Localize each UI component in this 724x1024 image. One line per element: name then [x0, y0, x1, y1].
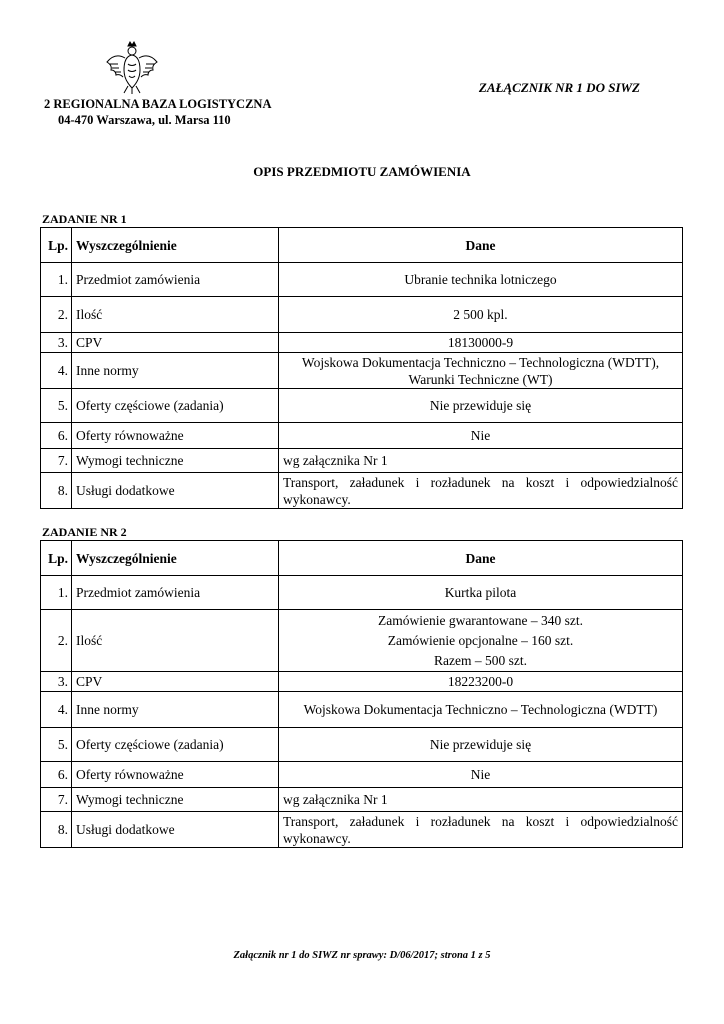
row-value: Transport, załadunek i rozładunek na koszt i odpowiedzialność wykonawcy. [279, 812, 683, 848]
row-number: 6. [41, 762, 72, 788]
row-number: 1. [41, 576, 72, 610]
row-name: Wymogi techniczne [72, 788, 279, 812]
organization-name: 2 REGIONALNA BAZA LOGISTYCZNA [44, 97, 272, 111]
polish-eagle-emblem-icon [104, 40, 160, 96]
row-number: 6. [41, 423, 72, 449]
row-value: Nie przewiduje się [279, 389, 683, 423]
row-number: 8. [41, 473, 72, 509]
table-row [41, 263, 683, 297]
row-number: 5. [41, 728, 72, 762]
table-row [41, 762, 683, 788]
row-value [279, 353, 683, 389]
page-footer: Załącznik nr 1 do SIWZ nr sprawy: D/06/2017; strona 1 z 5 [233, 950, 491, 961]
row-value: wg załącznika Nr 1 [279, 449, 683, 473]
row-name: Inne normy [72, 692, 279, 728]
row-number: 3. [41, 333, 72, 353]
row-value-line: Razem – 500 szt. [434, 652, 527, 668]
table-row [41, 423, 683, 449]
document-title: OPIS PRZEDMIOTU ZAMÓWIENIA [253, 164, 471, 179]
row-name: CPV [72, 672, 279, 692]
row-name: Usługi dodatkowe [72, 473, 279, 509]
row-name: Ilość [72, 610, 279, 672]
organization-block [44, 96, 271, 128]
task-2-table [40, 540, 683, 848]
table-header-row [41, 541, 683, 576]
row-number: 2. [41, 610, 72, 672]
row-value-line: Zamówienie gwarantowane – 340 szt. [377, 612, 584, 628]
row-number: 1. [41, 263, 72, 297]
row-number: 5. [41, 389, 72, 423]
row-value-line: Zamówienie opcjonalne – 160 szt. [387, 632, 574, 648]
table-row [41, 353, 683, 389]
table-row [41, 788, 683, 812]
row-value: Wojskowa Dokumentacja Techniczno – Technologiczna (WDTT) [279, 692, 683, 728]
table-row [41, 812, 683, 848]
table-row [41, 672, 683, 692]
table-row [41, 728, 683, 762]
row-name: Oferty częściowe (zadania) [72, 728, 279, 762]
row-number: 4. [41, 692, 72, 728]
row-name: Oferty równoważne [72, 423, 279, 449]
row-value: Nie [279, 762, 683, 788]
row-value: Kurtka pilota [279, 576, 683, 610]
row-name: Wymogi techniczne [72, 449, 279, 473]
column-header-value: Dane [279, 228, 683, 263]
row-value [279, 610, 683, 672]
row-number: 8. [41, 812, 72, 848]
column-header-name: Wyszczególnienie [72, 228, 279, 263]
row-number: 4. [41, 353, 72, 389]
row-name: Oferty równoważne [72, 762, 279, 788]
row-name: CPV [72, 333, 279, 353]
row-value: Ubranie technika lotniczego [279, 263, 683, 297]
row-name: Przedmiot zamówienia [72, 576, 279, 610]
row-value: Nie przewiduje się [279, 728, 683, 762]
row-value: 18130000-9 [279, 333, 683, 353]
column-header-lp: Lp. [41, 228, 72, 263]
column-header-name: Wyszczególnienie [72, 541, 279, 576]
table-row [41, 576, 683, 610]
task-1-label: ZADANIE NR 1 [42, 212, 127, 226]
row-name: Ilość [72, 297, 279, 333]
annex-title: ZAŁĄCZNIK NR 1 DO SIWZ [478, 80, 640, 95]
row-name: Oferty częściowe (zadania) [72, 389, 279, 423]
task-1-table [40, 227, 683, 509]
table-row [41, 389, 683, 423]
table-row [41, 333, 683, 353]
row-number: 7. [41, 788, 72, 812]
table-row [41, 449, 683, 473]
table-row [41, 610, 683, 672]
row-name: Przedmiot zamówienia [72, 263, 279, 297]
table-row [41, 473, 683, 509]
table-header-row [41, 228, 683, 263]
task-2-label: ZADANIE NR 2 [42, 525, 127, 539]
row-number: 2. [41, 297, 72, 333]
row-name: Usługi dodatkowe [72, 812, 279, 848]
row-number: 3. [41, 672, 72, 692]
row-value: 18223200-0 [279, 672, 683, 692]
row-value-line: Warunki Techniczne (WT) [408, 371, 553, 387]
row-value-line: Wojskowa Dokumentacja Techniczno – Technologiczna (WDTT), [301, 354, 660, 370]
column-header-value: Dane [279, 541, 683, 576]
table-row [41, 692, 683, 728]
row-value: Nie [279, 423, 683, 449]
column-header-lp: Lp. [41, 541, 72, 576]
row-number: 7. [41, 449, 72, 473]
row-name: Inne normy [72, 353, 279, 389]
organization-address: 04-470 Warszawa, ul. Marsa 110 [58, 113, 231, 127]
row-value: Transport, załadunek i rozładunek na koszt i odpowiedzialność wykonawcy. [279, 473, 683, 509]
row-value: 2 500 kpl. [279, 297, 683, 333]
row-value: wg załącznika Nr 1 [279, 788, 683, 812]
table-row [41, 297, 683, 333]
